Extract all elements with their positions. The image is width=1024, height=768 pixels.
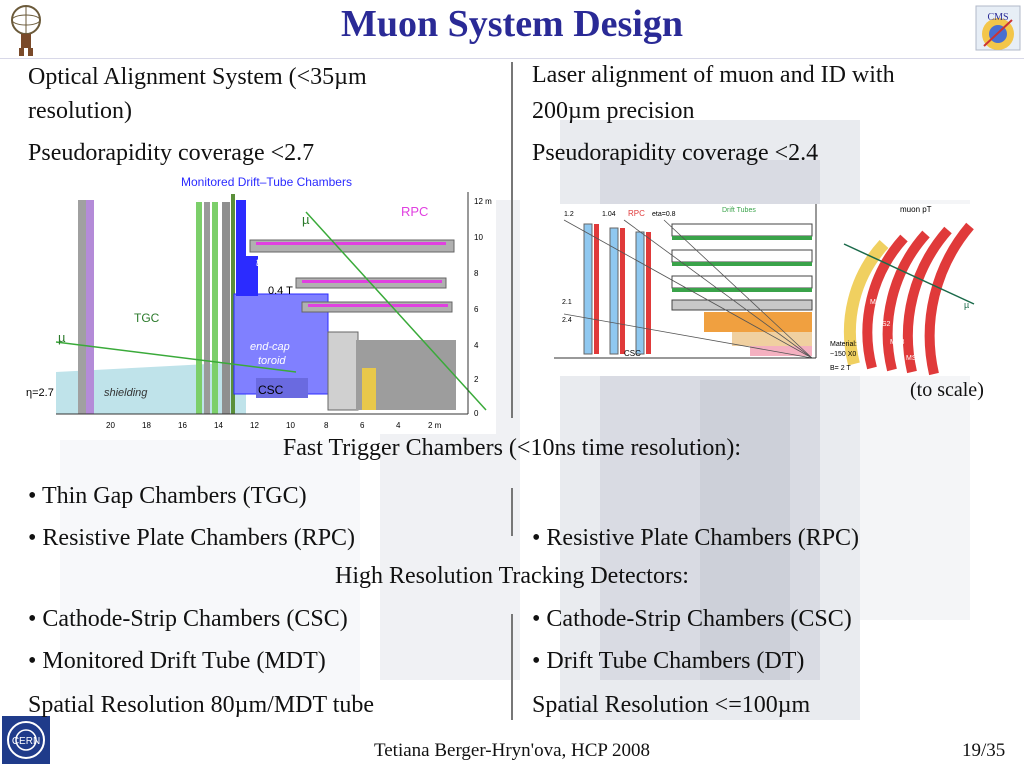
right-alignment-line2: 200µm precision: [532, 98, 695, 124]
column-divider-top: [511, 62, 513, 418]
atlas-muon-layout-figure: [26, 172, 496, 434]
right-coverage: Pseudorapidity coverage <2.4: [532, 140, 819, 166]
x-tick-14: 14: [214, 421, 223, 430]
x-tick-4: 4: [396, 421, 401, 430]
shielding-label: shielding: [104, 387, 148, 399]
x-tick-10: 10: [286, 421, 295, 430]
y-tick-12: 12 m: [474, 197, 492, 206]
page-number: 19/35: [962, 740, 1006, 761]
right-fig-rpc: RPC: [628, 209, 645, 218]
right-fig-field: B= 2 T: [830, 365, 851, 372]
right-trigger-bullet-rpc: • Resistive Plate Chambers (RPC): [532, 525, 860, 551]
right-fig-csc: CSC: [624, 349, 641, 358]
left-alignment-line1: Optical Alignment System (<35µm: [28, 64, 367, 90]
title-underline: [0, 58, 1024, 59]
mdt-chambers-label: Monitored Drift–Tube Chambers: [181, 175, 352, 189]
left-alignment-line2: resolution): [28, 98, 132, 124]
rpc-label: RPC: [401, 204, 429, 219]
mu-top-label: µ: [302, 212, 310, 227]
right-spatial-resolution: Spatial Resolution <=100µm: [532, 692, 811, 718]
mu-side-label: µ: [58, 330, 66, 345]
tracking-heading: High Resolution Tracking Detectors:: [335, 563, 689, 589]
cms-muon-layout-figure: [554, 204, 982, 376]
right-fig-material-2: ~150 X0: [830, 351, 857, 358]
right-tracking-bullet-csc: • Cathode-Strip Chambers (CSC): [532, 606, 852, 632]
right-fig-ms2: MS2: [876, 321, 891, 328]
x-tick-20: 20: [106, 421, 115, 430]
right-fig-1.04: 1.04: [602, 211, 616, 218]
left-coverage: Pseudorapidity coverage <2.7: [28, 140, 315, 166]
y-tick-10: 10: [474, 233, 483, 242]
left-trigger-bullet-rpc: • Resistive Plate Chambers (RPC): [28, 525, 356, 551]
right-fig-1.2: 1.2: [564, 211, 574, 218]
right-tracking-bullet-dt: • Drift Tube Chambers (DT): [532, 648, 805, 674]
left-tracking-bullet-csc: • Cathode-Strip Chambers (CSC): [28, 606, 348, 632]
right-fig-2.4: 2.4: [562, 317, 572, 324]
y-tick-8: 8: [474, 269, 479, 278]
toroid-coil-label: toroid coil: [256, 257, 304, 269]
right-fig-ms3: MS3: [890, 339, 905, 346]
left-trigger-bullet-tgc: • Thin Gap Chambers (TGC): [28, 483, 307, 509]
x-tick-18: 18: [142, 421, 151, 430]
y-tick-0: 0: [474, 409, 479, 418]
left-spatial-resolution: Spatial Resolution 80µm/MDT tube: [28, 692, 375, 718]
y-tick-4: 4: [474, 341, 479, 350]
x-tick-6: 6: [360, 421, 365, 430]
endcap-toroid-label-2: toroid: [258, 355, 286, 367]
right-fig-muon-pt: muon pT: [900, 205, 932, 214]
column-divider-middle: [511, 488, 513, 536]
right-fig-drift-tubes: Drift Tubes: [722, 207, 756, 214]
field-label: 0.4 T: [268, 285, 293, 297]
fast-trigger-heading: Fast Trigger Chambers (<10ns time resolution):: [282, 435, 742, 461]
left-tracking-bullet-mdt: • Monitored Drift Tube (MDT): [28, 648, 326, 674]
right-fig-material-1: Material:: [830, 341, 857, 348]
right-fig-2.1: 2.1: [562, 299, 572, 306]
cern-logo-text: CERN: [11, 736, 41, 747]
right-fig-mu: µ: [964, 300, 970, 310]
footer-author: Tetiana Berger-Hryn'ova, HCP 2008: [373, 740, 651, 761]
x-tick-12: 12: [250, 421, 259, 430]
to-scale-note: (to scale): [910, 379, 984, 401]
csc-label: CSC: [258, 383, 284, 397]
endcap-toroid-label-1: end-cap: [250, 341, 290, 353]
right-fig-ms1: MS1: [870, 299, 885, 306]
right-alignment-line1: Laser alignment of muon and ID with: [532, 62, 895, 88]
y-tick-2: 2: [474, 375, 479, 384]
x-tick-8: 8: [324, 421, 329, 430]
tgc-label: TGC: [134, 311, 160, 325]
eta-label: η=2.7: [26, 387, 54, 399]
y-tick-6: 6: [474, 305, 479, 314]
column-divider-bottom: [511, 614, 513, 720]
right-fig-eta: eta=0.8: [652, 211, 676, 218]
cms-logo-text: CMS: [987, 12, 1009, 23]
x-tick-16: 16: [178, 421, 187, 430]
page-title: Muon System Design: [340, 3, 684, 45]
right-fig-ms4: MS4: [906, 355, 921, 362]
x-tick-2m: 2 m: [428, 421, 442, 430]
